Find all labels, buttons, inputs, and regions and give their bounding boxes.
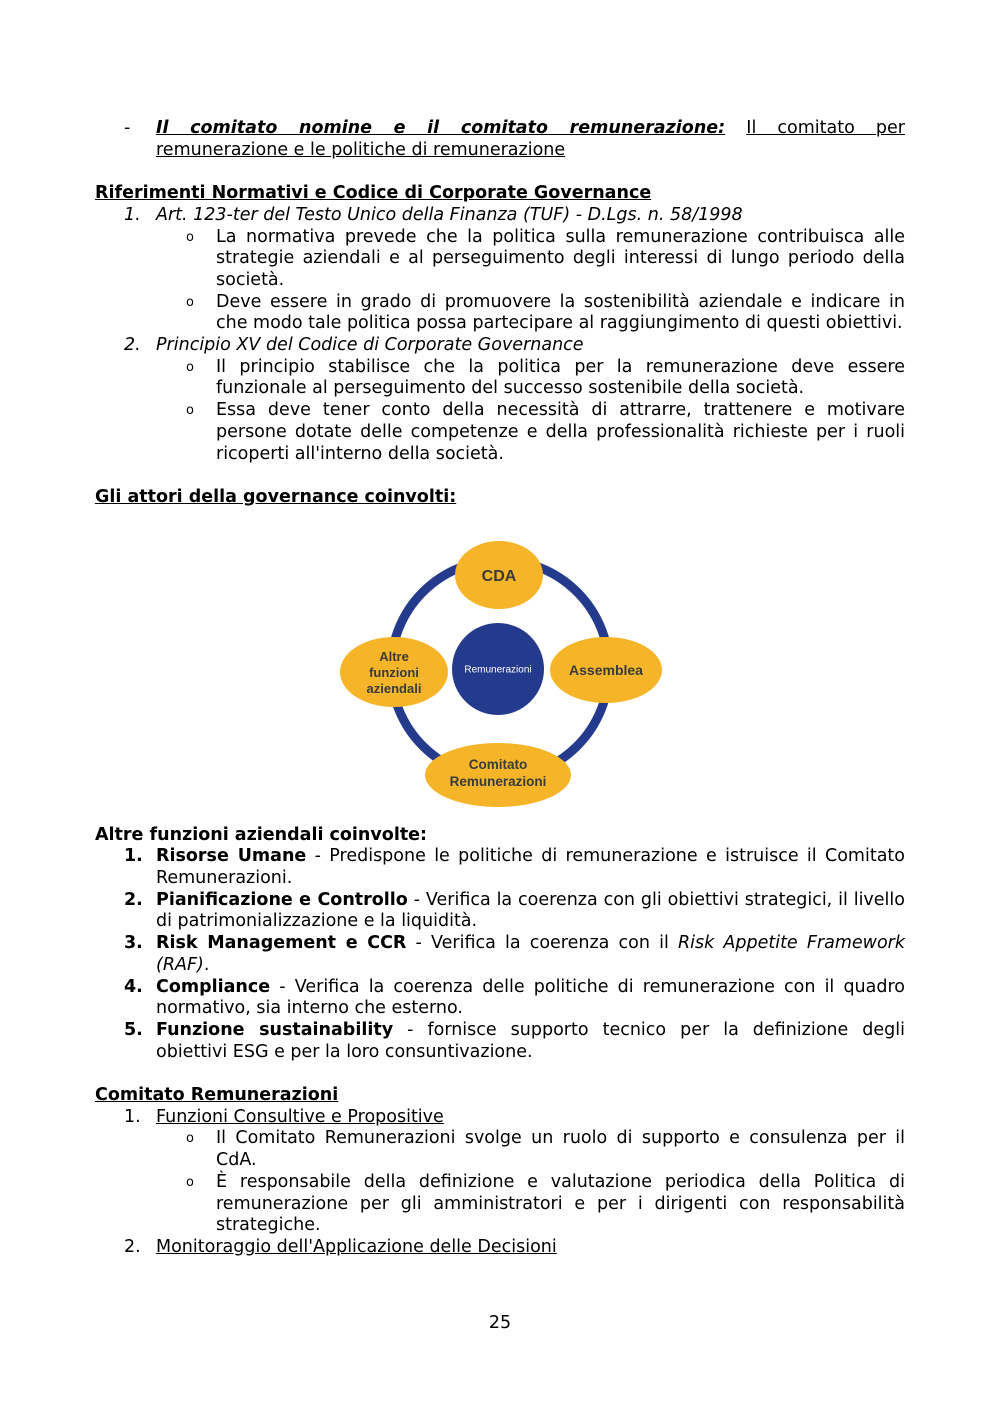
diagram-node-bottom-label-2: Remunerazioni — [449, 773, 547, 789]
bullet-item: o La normativa prevede che la politica sulla remunerazione contribuisca alle strategie aziendali e al perseguimento degli interessi di lungo periodo della società. — [186, 226, 905, 290]
bullet-item: o Essa deve tener conto della necessità di attrarre, trattenere e motivare persone dotate delle competenze e della professionalità richieste per i ruoli ricoperti all'interno della società. — [186, 400, 905, 464]
list-item: 3. Risk Management e CCR - Verifica la coerenza con il Risk Appetite Framework (RAF). — [124, 933, 905, 975]
document-page — [95, 118, 905, 1259]
list-item: 1. Risorse Umane - Predispone le politiche di remunerazione e istruisce il Comitato Remunerazioni. — [124, 846, 905, 889]
governance-diagram — [95, 509, 905, 825]
list-item: 2. Principio XV del Codice di Corporate Governance — [95, 335, 905, 357]
list-item: 4. Compliance - Verifica la coerenza delle politiche di remunerazione con il quadro normativo, sia interno che esterno. — [124, 976, 905, 1019]
diagram-center-label: Remunerazioni — [464, 664, 532, 676]
diagram-node-left-label-1: Altre — [379, 648, 409, 664]
list-item-title: Funzioni Consultive e Propositive — [156, 1106, 444, 1127]
list-item-title: Monitoraggio dell'Applicazione delle Decisioni — [156, 1236, 557, 1257]
diagram-node-left-label-2: funzioni — [369, 664, 419, 680]
diagram-node-left-label-3: aziendali — [366, 680, 422, 696]
bullet-item: o È responsabile della definizione e valutazione periodica della Politica di remunerazione per gli amministratori e per i dirigenti con responsabilità strategiche. — [186, 1171, 905, 1236]
intro-title: Il comitato nomine e il comitato remunerazione: — [156, 118, 726, 138]
section-heading-functions: Altre funzioni aziendali coinvolte: — [95, 824, 428, 845]
diagram-node-top-label: CDA — [481, 567, 517, 585]
intro-text: Il comitato per — [746, 118, 905, 138]
section-heading-normative: Riferimenti Normativi e Codice di Corporate Governance — [95, 183, 652, 204]
bullet-item: o Deve essere in grado di promuovere la sostenibilità aziendale e indicare in che modo tale politica possa partecipare al raggiungimento di questi obiettivi. — [186, 291, 905, 334]
list-item: 1. Funzioni Consultive e Propositive — [95, 1107, 905, 1129]
diagram-node-right-label: Assemblea — [569, 661, 643, 678]
bullet-item: o Il principio stabilisce che la politica per la remunerazione deve essere funzionale al perseguimento del successo sostenibile della società. — [186, 356, 905, 399]
governance-cycle-diagram — [340, 509, 670, 825]
list-item: 1. Art. 123-ter del Testo Unico della Finanza (TUF) - D.Lgs. n. 58/1998 — [95, 205, 905, 227]
list-item: 2. Pianificazione e Controllo - Verifica la coerenza con gli obiettivi strategici, il livello di patrimonializzazione e la liquidità. — [124, 889, 905, 932]
intro-item — [95, 118, 905, 161]
list-item: 2. Monitoraggio dell'Applicazione delle Decisioni — [95, 1237, 905, 1259]
dash-marker: - — [124, 118, 131, 138]
page-number: 25 — [488, 1313, 512, 1333]
bullet-item: o Il Comitato Remunerazioni svolge un ruolo di supporto e consulenza per il CdA. — [186, 1128, 905, 1171]
list-item-title: Art. 123-ter del Testo Unico della Finanza (TUF) - D.Lgs. n. 58/1998 — [156, 204, 743, 225]
list-item-title: Principio XV del Codice di Corporate Governance — [156, 335, 584, 356]
intro-text-line2: remunerazione e le politiche di remunerazione — [156, 139, 566, 160]
diagram-node-bottom-label-1: Comitato — [468, 756, 528, 772]
list-item: 5. Funzione sustainability - fornisce supporto tecnico per la definizione degli obiettivi ESG e per la loro consuntivazione. — [124, 1019, 905, 1062]
section-heading-actors: Gli attori della governance coinvolti: — [95, 486, 457, 507]
section-heading-committee: Comitato Remunerazioni — [95, 1085, 339, 1106]
